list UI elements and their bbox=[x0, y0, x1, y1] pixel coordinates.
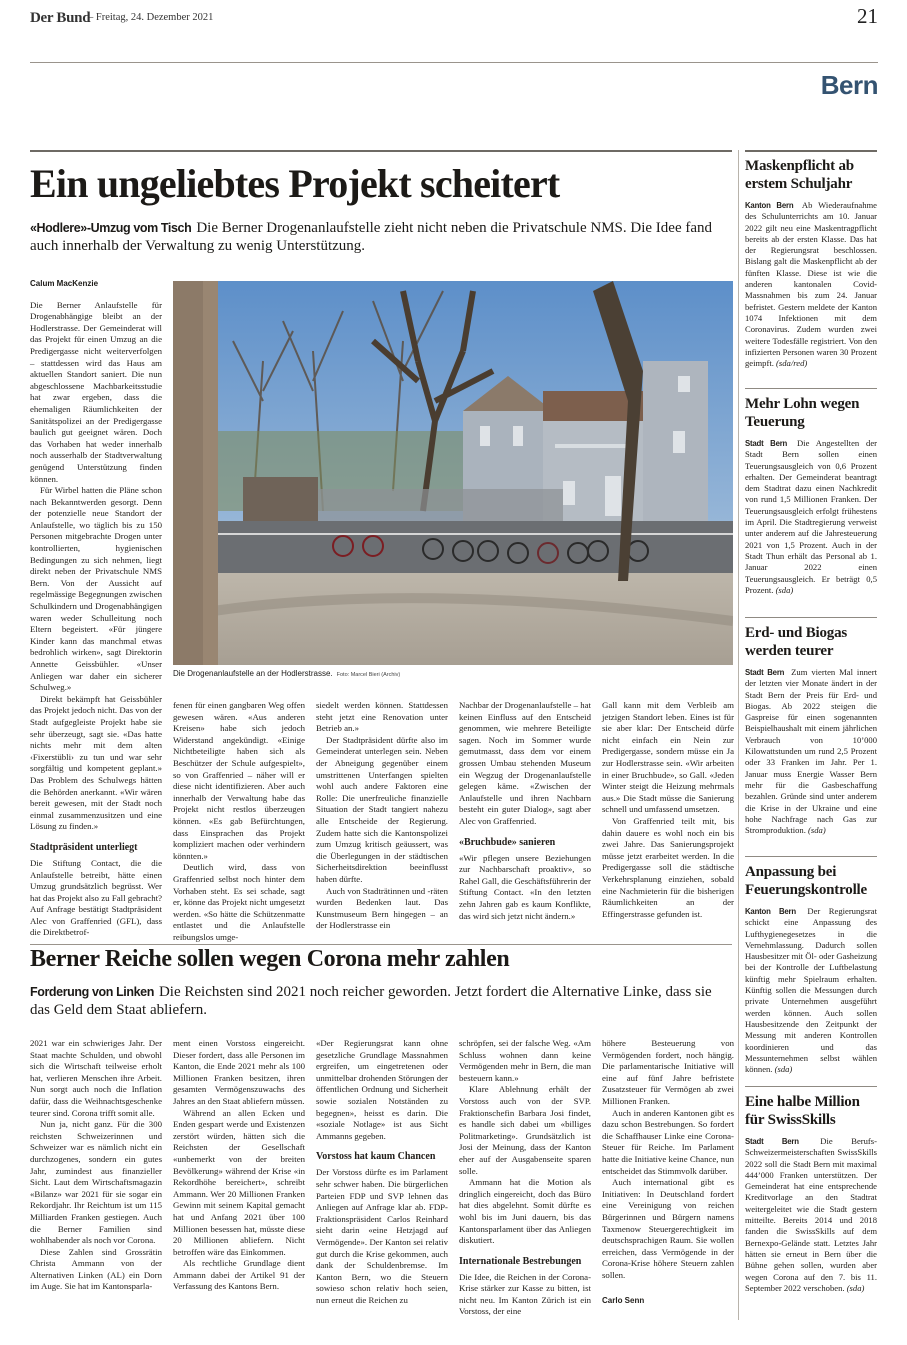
paragraph: Für Wirbel hatten die Pläne schon nach Bekanntwerden gesorgt. Denn der potenzielle neue Standort der Anlaufstelle, wo täglich bis zu 150 Personen mitgebrachte Drogen unter kontrollierten, hygienischen Bedingungen zu sich nehmen, liegt direkt neben der Privatschule NMS Bern. Von der Aussicht auf regelmässige Begegnungen zwischen Schulkindern und Drogenabhängigen waren weder Schulleitung noch Eltern begeistert. «Für jüngere Kinder kann das manchmal etwas bedrohlich wirken», sagt Direktorin Annette Geissbühler. «Unser Anliegen war daher ein sicherer Schulweg.» bbox=[30, 485, 162, 693]
article2-kicker: Forderung von Linken bbox=[30, 985, 154, 999]
article1-col5 bbox=[602, 700, 734, 920]
issue-date: – Freitag, 24. Dezember 2021 bbox=[88, 12, 214, 23]
brief-text: Ab Wiederaufnahme des Schulunterrichts am 10. Januar 2022 gilt neu eine Maskentragpflicht bereits ab der ersten Klasse. Das hat der Regierungsrat beschlossen. Bislang galt die Maskenpflicht ab der fünften Klasse. Diese ist wie die anderen kantonalen Covid-Massnahmen bis zum 24. Januar befristet. Gestern meldete der Kanton 1074 Infektionen mit dem Coronavirus. Zudem wurden zwei weitere Todesfälle registriert. Von den infizierten Personen waren 30 Prozent geimpft. bbox=[745, 200, 877, 369]
brief-divider bbox=[745, 617, 877, 618]
article1-subhead-2: «Bruchbude» sanieren bbox=[459, 836, 556, 848]
paragraph: Auch in anderen Kantonen gibt es dazu schon Bestrebungen. So fordert die Schaffhauser Linke eine Corona-Steuer für Reiche. Im Parlament hatte die Initiative keine Chance, nun entscheidet das Stimmvolk darüber. bbox=[602, 1107, 734, 1176]
article1-photo bbox=[173, 281, 733, 665]
brief-source: (sda) bbox=[774, 1064, 793, 1075]
paragraph: Während an allen Ecken und Enden gespart werde und Existenzen zerstört würden, hätten sich die Reichsten der Gesellschaft «unbemerkt von der breiten Bevölkerung» während der Krise «in Rekordhöhe bereichert», schreibt Ammann. Wer 20 Millionen Franken Gewinn mit seinem Kapital gemacht hat und Anfang 2021 über 100 Millionen besessen hat, müsste diese 20 Millionen abliefern. Nicht betroffen wäre das Einkommen. bbox=[173, 1107, 305, 1257]
paragraph: Klare Ablehnung erhält der Vorstoss auch von der SVP. Fraktionschefin Barbara Josi findet, es handle sich dabei um «billiges Politmarketing». Grundsätzlich ist Josi der Meinung, dass der Kanton eher auf der Ausgabenseite sparen solle. bbox=[459, 1084, 591, 1176]
paragraph: Auch von Stadträtinnen und -räten wurden Bedenken laut. Das Kunstmuseum Bern hingegen – an der Hodlerstrasse ein bbox=[316, 885, 448, 931]
brief-title: Anpassung bei Feuerungskontrolle bbox=[745, 864, 867, 898]
article1-col3 bbox=[316, 700, 448, 932]
brief-body bbox=[745, 667, 877, 836]
brief-location: Stadt Bern bbox=[745, 668, 785, 677]
article1-byline: Calum MacKenzie bbox=[30, 279, 99, 288]
brief-body bbox=[745, 200, 877, 369]
brief-source: (sda) bbox=[846, 1282, 865, 1293]
brief-title: Maskenpflicht ab erstem Schuljahr bbox=[745, 158, 854, 192]
brief-body bbox=[745, 1136, 877, 1294]
article2-col2 bbox=[173, 1038, 305, 1293]
article2-col1 bbox=[30, 1038, 162, 1293]
paragraph: Diese Zahlen sind Grossrätin Christa Ammann von der Alternativen Linken (AL) ein Dorn im Auge. Sie hat im Kantonsparla- bbox=[30, 1246, 162, 1292]
masthead bbox=[30, 4, 878, 64]
article2-author: Carlo Senn bbox=[602, 1296, 645, 1306]
photo-hodlerstrasse-image bbox=[173, 281, 733, 665]
paragraph: Ammann hat die Motion als dringlich eingereicht, doch das Büro hat dies abgelehnt. Somit dürfte es wohl bis im Juni dauern, bis das Kantonsparlament über das Anliegen diskutiert. bbox=[459, 1177, 591, 1246]
article2-top-rule bbox=[30, 944, 732, 945]
paragraph: «Wir pflegen unsere Beziehungen zur Nachbarschaft proaktiv», so Rahel Gall, die Geschäftsführerin der Stiftung Contact. «In den letzten zehn Jahren gab es kaum Konflikte, das wird sich jetzt nicht ändern.» bbox=[459, 852, 591, 921]
article1-col4 bbox=[459, 700, 591, 922]
paragraph: Als rechtliche Grundlage dient Ammann dabei der Artikel 91 der Verfassung des Kantons Bern. bbox=[173, 1258, 305, 1292]
masthead-rule bbox=[30, 62, 878, 63]
brief-source: (sda) bbox=[775, 584, 794, 595]
article1-kicker: «Hodlere»-Umzug vom Tisch bbox=[30, 221, 192, 235]
article2-lead-text: Die Reichsten sind 2021 noch reicher geworden. Jetzt fordert die Alternative Linke, dass sie das Geld dem Staat abliefern. bbox=[30, 984, 712, 1018]
brief-text: Der Regierungsrat schickt eine Anpassung des Lufthygienegesetzes in die Vernehmlassung. Dadurch sollen Hausbesitzer mit Öl- oder Gasheizung bei der Kontrolle der Luftbelastung künftig mehr Spielraum erhalten. Künftig sollen die Messungen durch private Unternehmen ausgeführt werden können. Auch sollen Hausbesitzende den Zeitpunkt der Messung mit anderen Kontrollen koordinieren und das Messunternehmen selbst wählen können. bbox=[745, 906, 877, 1075]
article2-headline: Berner Reiche sollen wegen Corona mehr zahlen bbox=[30, 946, 510, 972]
column-divider bbox=[738, 150, 739, 1320]
article2-lead bbox=[30, 983, 720, 1019]
paragraph: Nachbar der Drogenanlaufstelle – hat keinen Einfluss auf den Entscheid genommen, wie mehrere Beteiligte sagen. Noch im Sommer wurde gemutmasst, dass dem vor einem grossen Umbau stehenden Museum ein Wegzug der Drogenanlaufstelle gelegen käme. «Zwischen der Anlaufstelle und ihren Nachbarn besteht ein guter Dialog», sagt aber Alec von Graffenried. bbox=[459, 700, 591, 826]
brief-location: Kanton Bern bbox=[745, 907, 796, 916]
article2-subhead-2: Internationale Bestrebungen bbox=[459, 1255, 582, 1267]
briefs-top-rule bbox=[745, 150, 877, 152]
brief-divider bbox=[745, 388, 877, 389]
brief-title: Mehr Lohn wegen Teuerung bbox=[745, 396, 860, 430]
brief-source: (sda/red) bbox=[776, 358, 808, 369]
article2-col4 bbox=[459, 1038, 591, 1318]
brief-item bbox=[745, 864, 877, 1075]
brief-title: Eine halbe Million für SwissSkills bbox=[745, 1094, 860, 1128]
page-number: 21 bbox=[857, 4, 878, 28]
brief-source: (sda) bbox=[808, 825, 826, 836]
paragraph: Nun ja, nicht ganz. Für die 300 reichsten Schweizerinnen und Schweizer war es nämlich nicht ein durchzogenes, sondern ein gutes Jahr, zumindest aus finanzieller Sicht. Laut dem Wirtschaftsmagazin «Bilanz» war 2021 für sie sogar ein Rekordjahr. Ihr Reichtum ist um 115 Milliarden Franken gestiegen. Auch die Berner Familien sind wohlhabender als noch vor Corona. bbox=[30, 1119, 162, 1246]
newspaper-logo: Der Bund bbox=[30, 10, 91, 26]
brief-item bbox=[745, 158, 877, 369]
paragraph: «Der Regierungsrat kann ohne gesetzliche Grundlage Massnahmen ergreifen, um eingetretenen oder unmittelbar drohenden Störungen der öffentlichen Ordnung und Sicherheit sowie sozialen Notständen zu begegnen», heisst es darin. Die «soziale Notlage» ist aus Sicht Ammanns gegeben. bbox=[316, 1038, 448, 1141]
photo-caption-text: Die Drogenanlaufstelle an der Hodlerstrasse. bbox=[173, 669, 333, 678]
brief-item bbox=[745, 396, 877, 596]
brief-divider bbox=[745, 856, 877, 857]
paragraph: Die Berner Anlaufstelle für Drogenabhängige bleibt an der Hodlerstrasse. Der Gemeinderat will das Projekt für einen Umzug an die Predigergasse nicht weiterverfolgen – stattdessen wird das Haus am aktuellen Standort saniert. Die nun abgeschlossene Machbarkeitsstudie hat zwar ergeben, dass die ehemaligen Räumlichkeiten der Sanitätspolizei an der Predigergasse baulich gut geeignet wären. Doch das Vorhaben hat weder innerhalb noch ausserhalb der Stadtverwaltung genügend Unterstützung finden können. bbox=[30, 299, 162, 484]
article2-col5 bbox=[602, 1038, 734, 1307]
brief-item bbox=[745, 1094, 877, 1294]
article2-subhead-1: Vorstoss hat kaum Chancen bbox=[316, 1151, 436, 1163]
brief-location: Stadt Bern bbox=[745, 439, 788, 448]
photo-credit: Foto: Marcel Bieri (Archiv) bbox=[336, 672, 401, 678]
brief-body bbox=[745, 438, 877, 596]
photo-caption bbox=[173, 669, 400, 678]
brief-body bbox=[745, 906, 877, 1075]
paragraph: Auch international gibt es Initiativen: In Deutschland fordert eine Vereinigung von reichen Bürgerinnen und Bürgern namens Taxmenow Steuergerechtigkeit im deutschsprachigen Raum. Sie wollen erreichen, dass Vermögende in der Corona-Krise höhere Steuern zahlen sollen. bbox=[602, 1177, 734, 1280]
paragraph: ment einen Vorstoss eingereicht. Dieser fordert, dass alle Personen im Kanton, die Ende 2021 mehr als 100 Millionen Franken besitzen, ihren gesamten Vermögenszuwachs des Jahres an den Staat abliefern müssen. bbox=[173, 1038, 305, 1106]
paragraph: 2021 war ein schwieriges Jahr. Der Staat machte Schulden, und obwohl sich die Wirtschaft teilweise erholt hat, verlieren Menschen ihre Arbeit. Nun sorgt auch noch die Inflation dafür, dass die Weihnachtsgeschenke teurer sind. Corona trifft somit alle. bbox=[30, 1038, 162, 1118]
article1-subhead-1: Stadtpräsident unterliegt bbox=[30, 841, 138, 853]
brief-location: Stadt Bern bbox=[745, 1137, 799, 1146]
article1-lead-text: Die Berner Drogenanlaufstelle zieht nicht neben die Privatschule NMS. Die Idee fand auch innerhalb der Verwaltung zu wenig Unterstützung. bbox=[30, 220, 712, 254]
brief-divider bbox=[745, 1086, 877, 1087]
paragraph: Von Graffenried teilt mit, bis dahin dauere es wohl noch ein bis zwei Jahre. Das Sanierungsprojekt müsse jetzt erarbeitet werden. In die Predigergasse soll die städtische Verkehrsplanung einziehen, sobald eine Nachmieterin für die bisherigen Räumlichkeiten an der Effingerstrasse gefunden ist. bbox=[602, 815, 734, 919]
brief-location: Kanton Bern bbox=[745, 201, 794, 210]
paragraph: Die Idee, die Reichen in der Corona-Krise stärker zur Kasse zu bitten, ist nicht neu. Im Kanton Zürich ist ein Vorstoss, der eine bbox=[459, 1271, 591, 1317]
paragraph: Die Stiftung Contact, die die Anlaufstelle betreibt, hätte einen Umzug grundsätzlich begrüsst. Wer hat das Projekt also zu Fall gebracht? Auf Anfrage bestätigt Stadtpräsident Alec von Graffenried (GFL), dass die Direktbetrof- bbox=[30, 857, 162, 938]
article2-col3 bbox=[316, 1038, 448, 1306]
article1-col2 bbox=[173, 700, 305, 943]
paragraph: siedelt werden können. Stattdessen steht jetzt eine Renovation unter Betrieb an.» bbox=[316, 700, 448, 734]
article1-top-rule bbox=[30, 150, 732, 152]
article1-lead bbox=[30, 219, 720, 255]
paragraph: Der Stadtpräsident dürfte also im Gemeinderat unterlegen sein. Neben der Abneigung gegenüber einem umstrittenen Unterfangen spielten wohl auch andere Faktoren eine Rolle: Die unerfreuliche finanzielle Situation der Stadt tangiert nahezu alle Entscheide der Regierung. Zudem hatte sich die Kantonspolizei zum Umzug kritisch geäussert, was die Überlegungen in der städtischen Sicherheitsdirektion beeinflusst haben dürfte. bbox=[316, 734, 448, 884]
brief-item bbox=[745, 625, 877, 836]
article1-col1 bbox=[30, 278, 162, 939]
paragraph: Direkt bekämpft hat Geissbühler das Projekt jedoch nicht. Das von der Stadt aufgegleiste Projekt habe sie sehr überzeugt, sagt sie. «Das hatte nichts mehr mit dem alten ‹Fixerstübli› zu tun und war sehr sorgfältig und kompetent geplant.» Das Problem des Schulwegs hätten die Behörden anerkannt. «Wir wären bereit gewesen, mit der Stadt noch einmal zusammenzusitzen und eine Lösung zu finden.» bbox=[30, 693, 162, 832]
brief-text: Die Angestellten der Stadt Bern sollen einen Teuerungsausgleich von 0,6 Prozent erhalten. Der Gemeinderat beantragt dem Stadtrat dazu einen Nachkredit von rund 1,5 Millionen Franken. Der Teuerungsausgleich erfolgt frühestens im April. Die Stadtregierung verweist unter anderem auf die Jahresteuerung 2021 von 1,5 Prozent. Auch in der Stadt Thun erhält das Personal ab 1. Januar 2022 einen Teuerungsausgleich. Er beträgt 0,5 Prozent. bbox=[745, 438, 877, 595]
paragraph: fenen für einen gangbaren Weg offen gewesen wären. «Aus anderen Kreisen» habe sich jedoch Widerstand angekündigt. «Einige Nichtbeteiligte haben sich als Beschützer der Schule aufgespielt», so von Graffenried – näher will er diese nicht identifizieren. Aber auch innerhalb der Verwaltung habe das Projekt nicht restlos überzeugen können. «Es gab Befürchtungen, dass Einsprachen das Projekt kompliziert machen oder verhindern könnten.» bbox=[173, 700, 305, 861]
brief-text: Die Berufs-Schweizermeisterschaften SwissSkills 2022 soll die Stadt Bern mit maximal 444’000 Franken unterstützen. Der Gemeinderat hat eine entsprechende Kreditvorlage an den Stadtrat weitergeleitet wie die Stadt gestern mitteilte. Bereits 2014 und 2018 fanden die SwissSkills auf dem Bernexpo-Gelände statt. Letztes Jahr hätten sie erneut in Bern über die Bühne gehen sollen, wurden aber wegen Corona auf den 7. bis 11. September 2022 verschoben. bbox=[745, 1136, 877, 1293]
paragraph: Deutlich wird, dass von Graffenried selbst noch hinter dem Vorhaben steht. Es sei schade, sagt er, könne das Projekt nicht umgesetzt werden. «So hätte die Schützenmatte entlastet und die Anlaufstelle reibungslos umge- bbox=[173, 862, 305, 942]
brief-title: Erd- und Biogas werden teurer bbox=[745, 625, 848, 659]
paragraph: schröpfen, sei der falsche Weg. «Am Schluss wohnen dann keine Vermögenden mehr in Bern, die man besteuern kann.» bbox=[459, 1038, 591, 1083]
paragraph: Gall kann mit dem Verbleib am jetzigen Standort leben. Eines ist für sie aber klar: Der Entscheid dürfe nicht einfach ein Nein zur Predigergasse, sondern müsse ein Ja zur Hodlerstrasse sein. «Wir arbeiten in einer Bruchbude», so Gall. «Jeden Winter steigt die Heizung mehrmals aus.» Die Stadt müsse die Sanierung schnell und umfassend umsetzen. bbox=[602, 700, 734, 815]
paragraph: Der Vorstoss dürfte es im Parlament sehr schwer haben. Die bürgerlichen Parteien FDP und SVP lehnen das Anliegen auf Anfrage klar ab. FDP-Fraktionspräsident Carlos Reinhard sieht darin «eine Hetzjagd auf Vermögende». Der Kanton sei relativ gut durch die Krise gekommen, auch dank der Schuldenbremse. Im Kanton Bern, wo die Steuern sowieso schon relativ hoch seien, nun erneut die Reichen zu bbox=[316, 1167, 448, 1305]
brief-text: Zum vierten Mal innert der letzten vier Monate ändert in der Stadt Bern der Preis für Erd- und Biogas. Ab 2022 steigen die Gaspreise für einen sogenannten Beispielhaushalt mit einem jährlichen Verbrauch von 10’000 Kilowattstunden um rund 2,5 Prozent oder 33 Franken im Jahr. Per 1. Januar muss Energie Wasser Bern mehr für die Gasbeschaffung bezahlen. Gründe sind unter anderem die Krise in der Ukraine und eine hohe Nachfrage nach Gas zur Stromproduktion. bbox=[745, 667, 877, 836]
paragraph: höhere Besteuerung von Vermögenden fordert, noch hängig. Die parlamentarische Initiative will eine auf fünf Jahre befristete Zusatzsteuer für Vermögen ab zwei Millionen Franken. bbox=[602, 1038, 734, 1106]
article1-headline: Ein ungeliebtes Projekt scheitert bbox=[30, 161, 560, 206]
section-label: Bern bbox=[820, 70, 878, 100]
